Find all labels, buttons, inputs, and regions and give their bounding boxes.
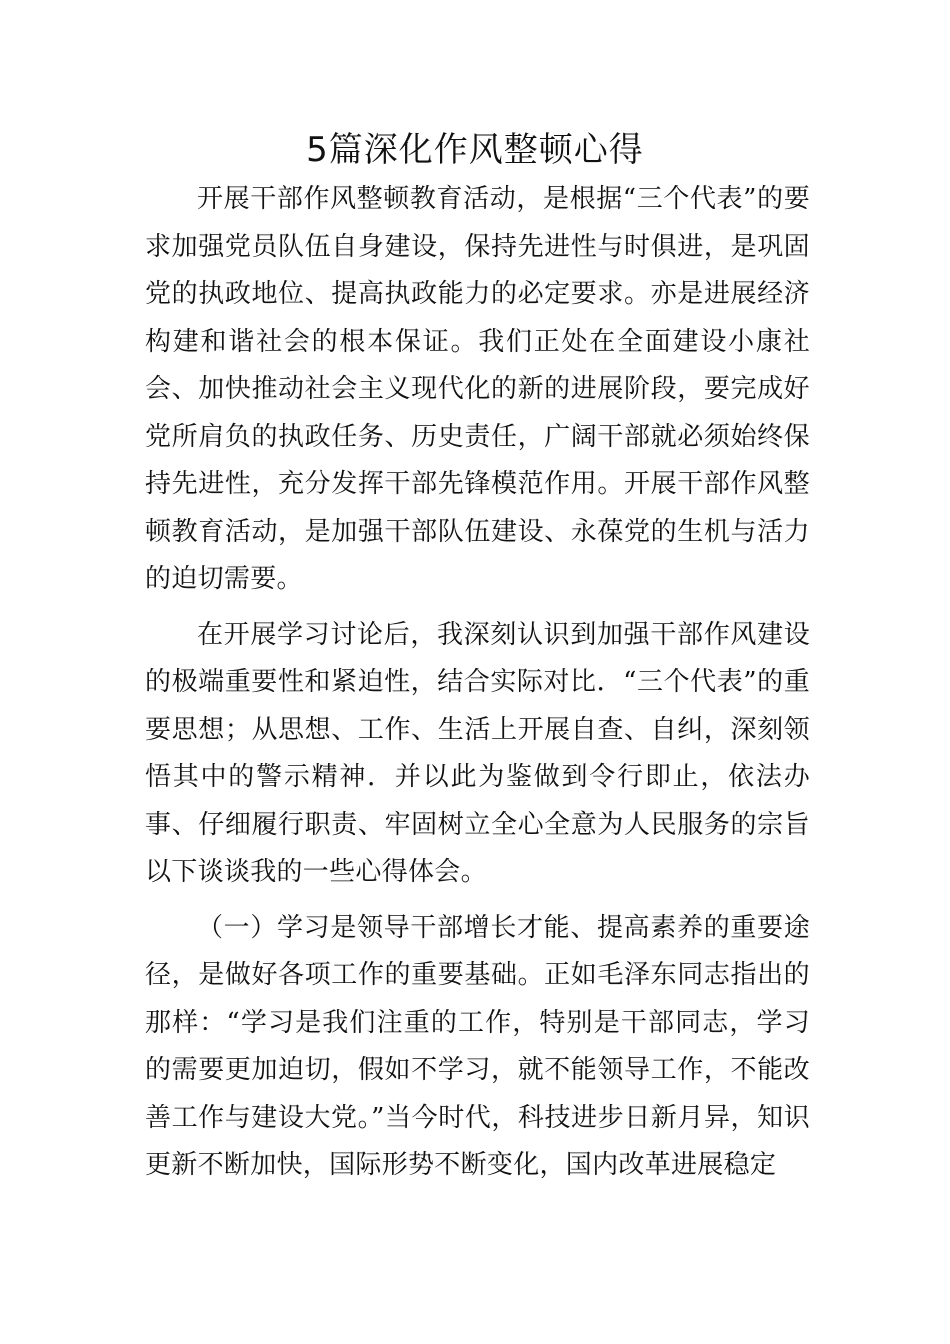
paragraph-3: （一）学习是领导干部增长才能、提高素养的重要途径，是做好各项工作的重要基础。正如毛泽东同志指出的那样：“学习是我们注重的工作，特别是干部同志，学习的需要更加迫切，假如不学习，就不能领导工作，不能改善工作与建设大党。”当今时代，科技进步日新月异，知识更新不断加快，国际形势不断变化，国内改革进展稳定 [145, 912, 810, 1180]
paragraph-2: 在开展学习讨论后，我深刻认识到加强干部作风建设的极端重要性和紧迫性，结合实际对比．“三个代表”的重要思想；从思想、工作、生活上开展自查、自纠，深刻领悟其中的警示精神．并以此为鉴做到令行即止，依法办事、仔细履行职责、牢固树立全心全意为人民服务的宗旨以下谈谈我的一些心得体会。 [145, 619, 810, 887]
document-title: 5篇深化作风整顿心得 [306, 130, 644, 170]
paragraph-1: 开展干部作风整顿教育活动，是根据“三个代表”的要求加强党员队伍自身建设，保持先进性与时俱进，是巩固党的执政地位、提高执政能力的必定要求。亦是进展经济构建和谐社会的根本保证。我们正处在全面建设小康社会、加快推动社会主义现代化的新的进展阶段，要完成好党所肩负的执政任务、历史责任，广阔干部就必须始终保持先进性，充分发挥干部先锋模范作用。开展干部作风整顿教育活动，是加强干部队伍建设、永葆党的生机与活力的迫切需要。 [145, 184, 810, 594]
document-body [145, 176, 810, 1198]
